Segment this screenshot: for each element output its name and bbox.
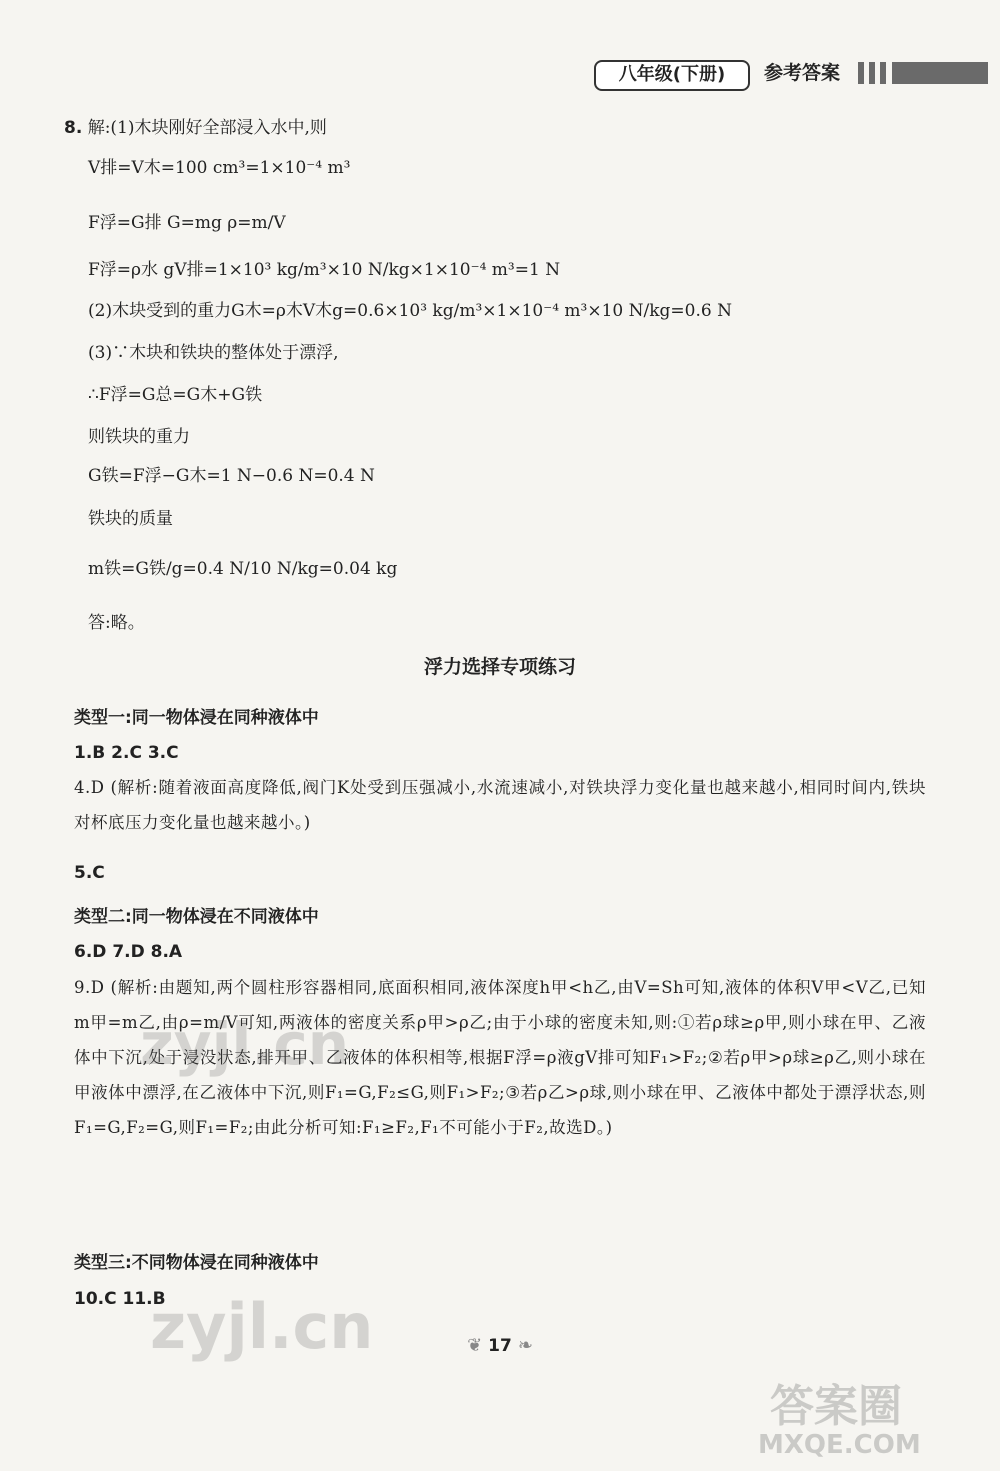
- problem8-line4: F浮=ρ水 gV排=1×10³ kg/m³×10 N/kg×1×10⁻⁴ m³=1 N: [88, 260, 561, 280]
- answers-label: 参考答案: [764, 62, 841, 84]
- watermark-corner-bottom: MXQE.COM: [758, 1430, 921, 1460]
- problem8-line10: 铁块的质量: [88, 509, 173, 529]
- leaf-left-icon: ❦: [467, 1335, 483, 1356]
- problem8-line7: ∴F浮=G总=G木+G铁: [88, 385, 263, 405]
- grade-badge: 八年级(下册): [594, 60, 750, 91]
- watermark-corner-top: 答案圈: [770, 1381, 902, 1432]
- problem8-line2: V排=V木=100 cm³=1×10⁻⁴ m³: [88, 158, 351, 178]
- watermark-mid: zyjl.cn: [140, 1010, 350, 1078]
- problem8-line1: 8. 解:(1)木块刚好全部浸入水中,则: [64, 118, 327, 138]
- watermark-bottom: zyjl.cn: [150, 1290, 374, 1363]
- section-title: 浮力选择专项练习: [423, 656, 576, 678]
- problem8-line8: 则铁块的重力: [88, 427, 190, 447]
- type1-answers: 1.B 2.C 3.C: [74, 743, 179, 763]
- type1-q4: 4.D (解析:随着液面高度降低,阀门K处受到压强减小,水流速减小,对铁块浮力变化量也越来越小,相同时间内,铁块对杯底压力变化量也越来越小。): [74, 778, 926, 832]
- problem8-answer: 答:略。: [88, 613, 145, 633]
- type2-heading: 类型二:同一物体浸在不同液体中: [74, 907, 319, 927]
- type1-heading: 类型一:同一物体浸在同种液体中: [74, 708, 319, 728]
- problem8-line11: m铁=G铁/g=0.4 N/10 N/kg=0.04 kg: [88, 559, 398, 579]
- type1-q5: 5.C: [74, 863, 105, 883]
- type3-answers: 10.C 11.B: [74, 1289, 166, 1309]
- problem8-line6: (3)∵木块和铁块的整体处于漂浮,: [88, 343, 339, 363]
- page-number: ❦ 17 ❧: [467, 1335, 533, 1356]
- problem8-line9: G铁=F浮−G木=1 N−0.6 N=0.4 N: [88, 466, 375, 486]
- type2-answers: 6.D 7.D 8.A: [74, 942, 183, 962]
- type3-heading: 类型三:不同物体浸在同种液体中: [74, 1253, 319, 1273]
- problem8-line5: (2)木块受到的重力G木=ρ木V木g=0.6×10³ kg/m³×1×10⁻⁴ m³×10 N/kg=0.6 N: [88, 301, 732, 321]
- type2-q9: 9.D (解析:由题知,两个圆柱形容器相同,底面积相同,液体深度h甲<h乙,由V=Sh可知,液体的体积V甲<V乙,已知m甲=m乙,由ρ=m/V可知,两液体的密度关系ρ甲>ρ乙;由于小球的密度未知,则:①若ρ球≥ρ甲,则小球在甲、乙液体中下沉,处于浸没状态,排开甲、乙液体的体积相等,根据F浮=ρ液gV排可知F₁>F₂;②若ρ甲>ρ球≥ρ乙,则小球在甲液体中漂浮,在乙液体中下沉,则F₁=G,F₂≤G,则F₁>F₂;③若ρ乙>ρ球,则小球在甲、乙液体中都处于漂浮状态,则F₁=G,F₂=G,则F₁=F₂;由此分析可知:F₁≥F₂,F₁不可能小于F₂,故选D。): [74, 978, 926, 1137]
- leaf-right-icon: ❧: [517, 1335, 533, 1356]
- problem8-line3: F浮=G排 G=mg ρ=m/V: [88, 213, 286, 233]
